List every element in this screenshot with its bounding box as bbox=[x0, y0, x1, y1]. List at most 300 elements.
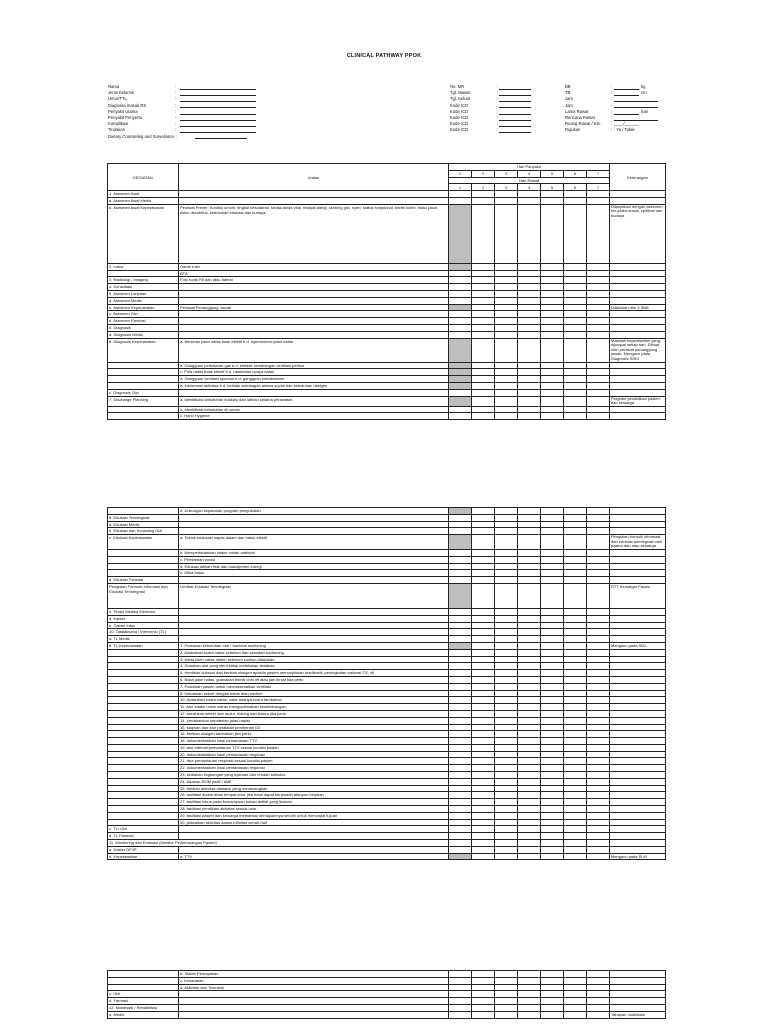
day-check-cell[interactable] bbox=[449, 785, 472, 792]
day-check-cell[interactable] bbox=[495, 277, 518, 284]
day-check-cell[interactable] bbox=[518, 785, 541, 792]
day-check-cell[interactable] bbox=[472, 406, 495, 413]
day-check-cell[interactable] bbox=[564, 998, 587, 1005]
day-check-cell[interactable] bbox=[495, 608, 518, 615]
day-check-cell[interactable] bbox=[449, 758, 472, 765]
day-check-cell[interactable] bbox=[472, 570, 495, 577]
day-check-cell[interactable] bbox=[472, 338, 495, 362]
day-check-cell[interactable] bbox=[495, 636, 518, 643]
day-check-cell[interactable] bbox=[518, 731, 541, 738]
day-check-cell[interactable] bbox=[495, 765, 518, 772]
day-check-cell[interactable] bbox=[495, 304, 518, 311]
day-check-cell[interactable] bbox=[472, 382, 495, 389]
day-check-cell[interactable] bbox=[518, 649, 541, 656]
day-check-cell[interactable] bbox=[472, 758, 495, 765]
day-check-cell[interactable] bbox=[472, 204, 495, 263]
day-check-cell[interactable] bbox=[472, 717, 495, 724]
day-check-cell[interactable] bbox=[472, 649, 495, 656]
day-check-cell[interactable] bbox=[541, 656, 564, 663]
day-check-cell[interactable] bbox=[587, 663, 610, 670]
day-check-cell[interactable] bbox=[495, 362, 518, 369]
day-check-cell[interactable] bbox=[472, 704, 495, 711]
day-check-cell[interactable] bbox=[518, 396, 541, 406]
day-check-cell[interactable] bbox=[518, 297, 541, 304]
day-check-cell[interactable] bbox=[495, 676, 518, 683]
day-check-cell[interactable] bbox=[518, 636, 541, 643]
day-check-cell[interactable] bbox=[587, 670, 610, 677]
day-check-cell[interactable] bbox=[495, 751, 518, 758]
day-check-cell[interactable] bbox=[564, 663, 587, 670]
day-check-cell[interactable] bbox=[449, 806, 472, 813]
day-check-cell[interactable] bbox=[472, 270, 495, 277]
day-check-cell[interactable] bbox=[541, 563, 564, 570]
day-check-cell[interactable] bbox=[518, 369, 541, 376]
day-check-cell[interactable] bbox=[495, 508, 518, 515]
day-check-cell[interactable] bbox=[541, 649, 564, 656]
day-check-cell[interactable] bbox=[495, 318, 518, 325]
day-check-cell[interactable] bbox=[495, 297, 518, 304]
day-check-cell[interactable] bbox=[587, 991, 610, 998]
day-check-cell[interactable] bbox=[541, 971, 564, 978]
day-check-cell[interactable] bbox=[518, 724, 541, 731]
day-check-cell[interactable] bbox=[564, 690, 587, 697]
day-check-cell[interactable] bbox=[541, 197, 564, 204]
day-check-cell[interactable] bbox=[518, 799, 541, 806]
day-check-cell[interactable] bbox=[518, 318, 541, 325]
day-check-cell[interactable] bbox=[541, 724, 564, 731]
day-check-cell[interactable] bbox=[449, 583, 472, 608]
day-check-cell[interactable] bbox=[541, 670, 564, 677]
identity-field-line[interactable] bbox=[499, 101, 531, 102]
day-check-cell[interactable] bbox=[449, 277, 472, 284]
day-check-cell[interactable] bbox=[518, 338, 541, 362]
day-check-cell[interactable] bbox=[587, 197, 610, 204]
day-check-cell[interactable] bbox=[541, 738, 564, 745]
day-check-cell[interactable] bbox=[449, 656, 472, 663]
day-check-cell[interactable] bbox=[449, 833, 472, 840]
day-check-cell[interactable] bbox=[541, 772, 564, 779]
day-check-cell[interactable] bbox=[495, 697, 518, 704]
day-check-cell[interactable] bbox=[541, 846, 564, 853]
day-check-cell[interactable] bbox=[587, 204, 610, 263]
day-check-cell[interactable] bbox=[449, 290, 472, 297]
day-check-cell[interactable] bbox=[564, 629, 587, 636]
day-check-cell[interactable] bbox=[518, 751, 541, 758]
day-check-cell[interactable] bbox=[564, 622, 587, 629]
day-check-cell[interactable] bbox=[541, 389, 564, 396]
day-check-cell[interactable] bbox=[518, 389, 541, 396]
day-check-cell[interactable] bbox=[541, 508, 564, 515]
day-check-cell[interactable] bbox=[564, 570, 587, 577]
day-check-cell[interactable] bbox=[518, 570, 541, 577]
day-check-cell[interactable] bbox=[449, 376, 472, 383]
identity-field-line[interactable] bbox=[499, 126, 531, 127]
day-check-cell[interactable] bbox=[518, 670, 541, 677]
day-check-cell[interactable] bbox=[449, 263, 472, 270]
day-check-cell[interactable] bbox=[564, 297, 587, 304]
day-check-cell[interactable] bbox=[564, 778, 587, 785]
day-check-cell[interactable] bbox=[564, 846, 587, 853]
day-check-cell[interactable] bbox=[518, 583, 541, 608]
day-check-cell[interactable] bbox=[587, 826, 610, 833]
day-check-cell[interactable] bbox=[564, 396, 587, 406]
day-check-cell[interactable] bbox=[472, 197, 495, 204]
day-check-cell[interactable] bbox=[472, 998, 495, 1005]
day-check-cell[interactable] bbox=[541, 311, 564, 318]
day-check-cell[interactable] bbox=[541, 608, 564, 615]
day-check-cell[interactable] bbox=[541, 284, 564, 291]
day-check-cell[interactable] bbox=[472, 676, 495, 683]
day-check-cell[interactable] bbox=[564, 751, 587, 758]
day-check-cell[interactable] bbox=[518, 717, 541, 724]
day-check-cell[interactable] bbox=[564, 738, 587, 745]
day-check-cell[interactable] bbox=[564, 556, 587, 563]
day-check-cell[interactable] bbox=[449, 191, 472, 198]
day-check-cell[interactable] bbox=[587, 984, 610, 991]
day-check-cell[interactable] bbox=[495, 1004, 518, 1011]
day-check-cell[interactable] bbox=[449, 577, 472, 584]
day-check-cell[interactable] bbox=[587, 413, 610, 420]
day-check-cell[interactable] bbox=[518, 642, 541, 649]
day-check-cell[interactable] bbox=[472, 840, 495, 847]
day-check-cell[interactable] bbox=[518, 758, 541, 765]
day-check-cell[interactable] bbox=[495, 528, 518, 535]
day-check-cell[interactable] bbox=[495, 1011, 518, 1018]
day-check-cell[interactable] bbox=[518, 656, 541, 663]
identity-field-line[interactable] bbox=[180, 89, 256, 90]
day-check-cell[interactable] bbox=[518, 676, 541, 683]
day-check-cell[interactable] bbox=[495, 683, 518, 690]
day-check-cell[interactable] bbox=[564, 389, 587, 396]
day-check-cell[interactable] bbox=[587, 853, 610, 860]
day-check-cell[interactable] bbox=[495, 772, 518, 779]
day-check-cell[interactable] bbox=[541, 406, 564, 413]
day-check-cell[interactable] bbox=[564, 191, 587, 198]
day-check-cell[interactable] bbox=[472, 297, 495, 304]
day-check-cell[interactable] bbox=[587, 977, 610, 984]
day-check-cell[interactable] bbox=[472, 514, 495, 521]
day-check-cell[interactable] bbox=[541, 369, 564, 376]
day-check-cell[interactable] bbox=[518, 971, 541, 978]
day-check-cell[interactable] bbox=[564, 656, 587, 663]
day-check-cell[interactable] bbox=[587, 642, 610, 649]
day-check-cell[interactable] bbox=[587, 563, 610, 570]
day-check-cell[interactable] bbox=[541, 676, 564, 683]
day-check-cell[interactable] bbox=[472, 971, 495, 978]
day-check-cell[interactable] bbox=[541, 362, 564, 369]
day-check-cell[interactable] bbox=[518, 263, 541, 270]
day-check-cell[interactable] bbox=[587, 304, 610, 311]
day-check-cell[interactable] bbox=[495, 629, 518, 636]
day-check-cell[interactable] bbox=[518, 191, 541, 198]
day-check-cell[interactable] bbox=[495, 324, 518, 331]
day-check-cell[interactable] bbox=[518, 744, 541, 751]
day-check-cell[interactable] bbox=[472, 563, 495, 570]
day-check-cell[interactable] bbox=[587, 636, 610, 643]
day-check-cell[interactable] bbox=[518, 563, 541, 570]
day-check-cell[interactable] bbox=[564, 649, 587, 656]
day-check-cell[interactable] bbox=[472, 535, 495, 550]
day-check-cell[interactable] bbox=[472, 806, 495, 813]
day-check-cell[interactable] bbox=[587, 751, 610, 758]
day-check-cell[interactable] bbox=[564, 826, 587, 833]
day-check-cell[interactable] bbox=[564, 758, 587, 765]
day-check-cell[interactable] bbox=[449, 629, 472, 636]
day-check-cell[interactable] bbox=[518, 690, 541, 697]
day-check-cell[interactable] bbox=[564, 270, 587, 277]
day-check-cell[interactable] bbox=[472, 636, 495, 643]
day-check-cell[interactable] bbox=[472, 290, 495, 297]
day-check-cell[interactable] bbox=[449, 772, 472, 779]
day-check-cell[interactable] bbox=[495, 263, 518, 270]
day-check-cell[interactable] bbox=[472, 670, 495, 677]
day-check-cell[interactable] bbox=[541, 690, 564, 697]
day-check-cell[interactable] bbox=[587, 738, 610, 745]
day-check-cell[interactable] bbox=[472, 622, 495, 629]
day-check-cell[interactable] bbox=[587, 622, 610, 629]
day-check-cell[interactable] bbox=[564, 806, 587, 813]
day-check-cell[interactable] bbox=[518, 840, 541, 847]
day-check-cell[interactable] bbox=[495, 331, 518, 338]
day-check-cell[interactable] bbox=[518, 697, 541, 704]
day-check-cell[interactable] bbox=[449, 977, 472, 984]
day-check-cell[interactable] bbox=[587, 744, 610, 751]
day-check-cell[interactable] bbox=[495, 406, 518, 413]
day-check-cell[interactable] bbox=[472, 690, 495, 697]
day-check-cell[interactable] bbox=[541, 413, 564, 420]
day-check-cell[interactable] bbox=[541, 535, 564, 550]
identity-field-line[interactable] bbox=[499, 107, 531, 108]
day-check-cell[interactable] bbox=[449, 998, 472, 1005]
day-check-cell[interactable] bbox=[541, 570, 564, 577]
day-check-cell[interactable] bbox=[564, 704, 587, 711]
day-check-cell[interactable] bbox=[541, 622, 564, 629]
day-check-cell[interactable] bbox=[541, 710, 564, 717]
day-check-cell[interactable] bbox=[541, 263, 564, 270]
day-check-cell[interactable] bbox=[472, 977, 495, 984]
day-check-cell[interactable] bbox=[449, 778, 472, 785]
day-check-cell[interactable] bbox=[587, 570, 610, 577]
day-check-cell[interactable] bbox=[564, 318, 587, 325]
day-check-cell[interactable] bbox=[587, 263, 610, 270]
day-check-cell[interactable] bbox=[587, 376, 610, 383]
day-check-cell[interactable] bbox=[541, 833, 564, 840]
day-check-cell[interactable] bbox=[541, 382, 564, 389]
day-check-cell[interactable] bbox=[587, 318, 610, 325]
day-check-cell[interactable] bbox=[472, 577, 495, 584]
day-check-cell[interactable] bbox=[518, 833, 541, 840]
day-check-cell[interactable] bbox=[449, 744, 472, 751]
day-check-cell[interactable] bbox=[564, 549, 587, 556]
day-check-cell[interactable] bbox=[518, 819, 541, 826]
day-check-cell[interactable] bbox=[518, 615, 541, 622]
day-check-cell[interactable] bbox=[495, 197, 518, 204]
day-check-cell[interactable] bbox=[449, 697, 472, 704]
day-check-cell[interactable] bbox=[564, 642, 587, 649]
day-check-cell[interactable] bbox=[541, 642, 564, 649]
identity-field-line[interactable] bbox=[499, 120, 531, 121]
day-check-cell[interactable] bbox=[587, 311, 610, 318]
day-check-cell[interactable] bbox=[587, 758, 610, 765]
day-check-cell[interactable] bbox=[449, 570, 472, 577]
day-check-cell[interactable] bbox=[518, 765, 541, 772]
day-check-cell[interactable] bbox=[472, 765, 495, 772]
day-check-cell[interactable] bbox=[564, 284, 587, 291]
day-check-cell[interactable] bbox=[541, 826, 564, 833]
day-check-cell[interactable] bbox=[449, 514, 472, 521]
day-check-cell[interactable] bbox=[518, 270, 541, 277]
day-check-cell[interactable] bbox=[564, 785, 587, 792]
day-check-cell[interactable] bbox=[449, 819, 472, 826]
day-check-cell[interactable] bbox=[564, 717, 587, 724]
day-check-cell[interactable] bbox=[449, 670, 472, 677]
day-check-cell[interactable] bbox=[495, 389, 518, 396]
day-check-cell[interactable] bbox=[472, 744, 495, 751]
day-check-cell[interactable] bbox=[495, 663, 518, 670]
day-check-cell[interactable] bbox=[564, 772, 587, 779]
day-check-cell[interactable] bbox=[541, 396, 564, 406]
day-check-cell[interactable] bbox=[449, 528, 472, 535]
day-check-cell[interactable] bbox=[449, 853, 472, 860]
day-check-cell[interactable] bbox=[587, 724, 610, 731]
day-check-cell[interactable] bbox=[587, 389, 610, 396]
day-check-cell[interactable] bbox=[587, 792, 610, 799]
day-check-cell[interactable] bbox=[449, 549, 472, 556]
day-check-cell[interactable] bbox=[564, 971, 587, 978]
day-check-cell[interactable] bbox=[541, 629, 564, 636]
day-check-cell[interactable] bbox=[495, 535, 518, 550]
day-check-cell[interactable] bbox=[472, 738, 495, 745]
day-check-cell[interactable] bbox=[564, 819, 587, 826]
day-check-cell[interactable] bbox=[472, 785, 495, 792]
day-check-cell[interactable] bbox=[541, 799, 564, 806]
day-check-cell[interactable] bbox=[518, 284, 541, 291]
day-check-cell[interactable] bbox=[541, 521, 564, 528]
day-check-cell[interactable] bbox=[449, 642, 472, 649]
day-check-cell[interactable] bbox=[564, 528, 587, 535]
day-check-cell[interactable] bbox=[564, 324, 587, 331]
day-check-cell[interactable] bbox=[472, 376, 495, 383]
day-check-cell[interactable] bbox=[587, 521, 610, 528]
day-check-cell[interactable] bbox=[587, 331, 610, 338]
day-check-cell[interactable] bbox=[518, 324, 541, 331]
day-check-cell[interactable] bbox=[472, 826, 495, 833]
day-check-cell[interactable] bbox=[541, 977, 564, 984]
day-check-cell[interactable] bbox=[449, 765, 472, 772]
day-check-cell[interactable] bbox=[587, 772, 610, 779]
day-check-cell[interactable] bbox=[587, 731, 610, 738]
day-check-cell[interactable] bbox=[587, 535, 610, 550]
day-check-cell[interactable] bbox=[449, 984, 472, 991]
day-check-cell[interactable] bbox=[449, 297, 472, 304]
day-check-cell[interactable] bbox=[587, 514, 610, 521]
day-check-cell[interactable] bbox=[518, 622, 541, 629]
day-check-cell[interactable] bbox=[449, 751, 472, 758]
day-check-cell[interactable] bbox=[541, 331, 564, 338]
identity-field-line[interactable] bbox=[499, 114, 531, 115]
day-check-cell[interactable] bbox=[472, 833, 495, 840]
day-check-cell[interactable] bbox=[564, 521, 587, 528]
day-check-cell[interactable] bbox=[564, 514, 587, 521]
day-check-cell[interactable] bbox=[449, 284, 472, 291]
day-check-cell[interactable] bbox=[541, 792, 564, 799]
identity-field-line[interactable] bbox=[180, 120, 256, 121]
day-check-cell[interactable] bbox=[518, 277, 541, 284]
day-check-cell[interactable] bbox=[564, 331, 587, 338]
day-check-cell[interactable] bbox=[587, 656, 610, 663]
day-check-cell[interactable] bbox=[495, 549, 518, 556]
day-check-cell[interactable] bbox=[449, 270, 472, 277]
day-check-cell[interactable] bbox=[472, 1004, 495, 1011]
day-check-cell[interactable] bbox=[472, 556, 495, 563]
day-check-cell[interactable] bbox=[518, 556, 541, 563]
dietary-field-line[interactable] bbox=[195, 138, 247, 139]
day-check-cell[interactable] bbox=[541, 998, 564, 1005]
day-check-cell[interactable] bbox=[564, 731, 587, 738]
day-check-cell[interactable] bbox=[472, 369, 495, 376]
day-check-cell[interactable] bbox=[472, 362, 495, 369]
day-check-cell[interactable] bbox=[495, 413, 518, 420]
day-check-cell[interactable] bbox=[587, 556, 610, 563]
day-check-cell[interactable] bbox=[449, 304, 472, 311]
day-check-cell[interactable] bbox=[472, 1011, 495, 1018]
day-check-cell[interactable] bbox=[495, 840, 518, 847]
day-check-cell[interactable] bbox=[449, 717, 472, 724]
day-check-cell[interactable] bbox=[495, 563, 518, 570]
day-check-cell[interactable] bbox=[564, 977, 587, 984]
day-check-cell[interactable] bbox=[541, 528, 564, 535]
day-check-cell[interactable] bbox=[518, 738, 541, 745]
day-check-cell[interactable] bbox=[472, 311, 495, 318]
day-check-cell[interactable] bbox=[564, 670, 587, 677]
day-check-cell[interactable] bbox=[472, 799, 495, 806]
day-check-cell[interactable] bbox=[541, 717, 564, 724]
day-check-cell[interactable] bbox=[587, 583, 610, 608]
day-check-cell[interactable] bbox=[495, 799, 518, 806]
day-check-cell[interactable] bbox=[449, 311, 472, 318]
identity-field-line[interactable] bbox=[614, 114, 639, 115]
day-check-cell[interactable] bbox=[495, 833, 518, 840]
day-check-cell[interactable] bbox=[495, 649, 518, 656]
day-check-cell[interactable] bbox=[518, 683, 541, 690]
day-check-cell[interactable] bbox=[541, 812, 564, 819]
day-check-cell[interactable] bbox=[518, 826, 541, 833]
day-check-cell[interactable] bbox=[472, 389, 495, 396]
identity-field-line[interactable] bbox=[180, 126, 256, 127]
day-check-cell[interactable] bbox=[587, 338, 610, 362]
day-check-cell[interactable] bbox=[472, 710, 495, 717]
day-check-cell[interactable] bbox=[518, 311, 541, 318]
day-check-cell[interactable] bbox=[449, 991, 472, 998]
day-check-cell[interactable] bbox=[564, 792, 587, 799]
day-check-cell[interactable] bbox=[541, 577, 564, 584]
day-check-cell[interactable] bbox=[587, 833, 610, 840]
day-check-cell[interactable] bbox=[564, 577, 587, 584]
day-check-cell[interactable] bbox=[564, 744, 587, 751]
day-check-cell[interactable] bbox=[564, 413, 587, 420]
day-check-cell[interactable] bbox=[564, 833, 587, 840]
day-check-cell[interactable] bbox=[495, 615, 518, 622]
day-check-cell[interactable] bbox=[495, 710, 518, 717]
day-check-cell[interactable] bbox=[449, 649, 472, 656]
day-check-cell[interactable] bbox=[495, 812, 518, 819]
day-check-cell[interactable] bbox=[587, 549, 610, 556]
day-check-cell[interactable] bbox=[564, 376, 587, 383]
day-check-cell[interactable] bbox=[564, 1011, 587, 1018]
day-check-cell[interactable] bbox=[495, 744, 518, 751]
day-check-cell[interactable] bbox=[449, 382, 472, 389]
day-check-cell[interactable] bbox=[541, 277, 564, 284]
